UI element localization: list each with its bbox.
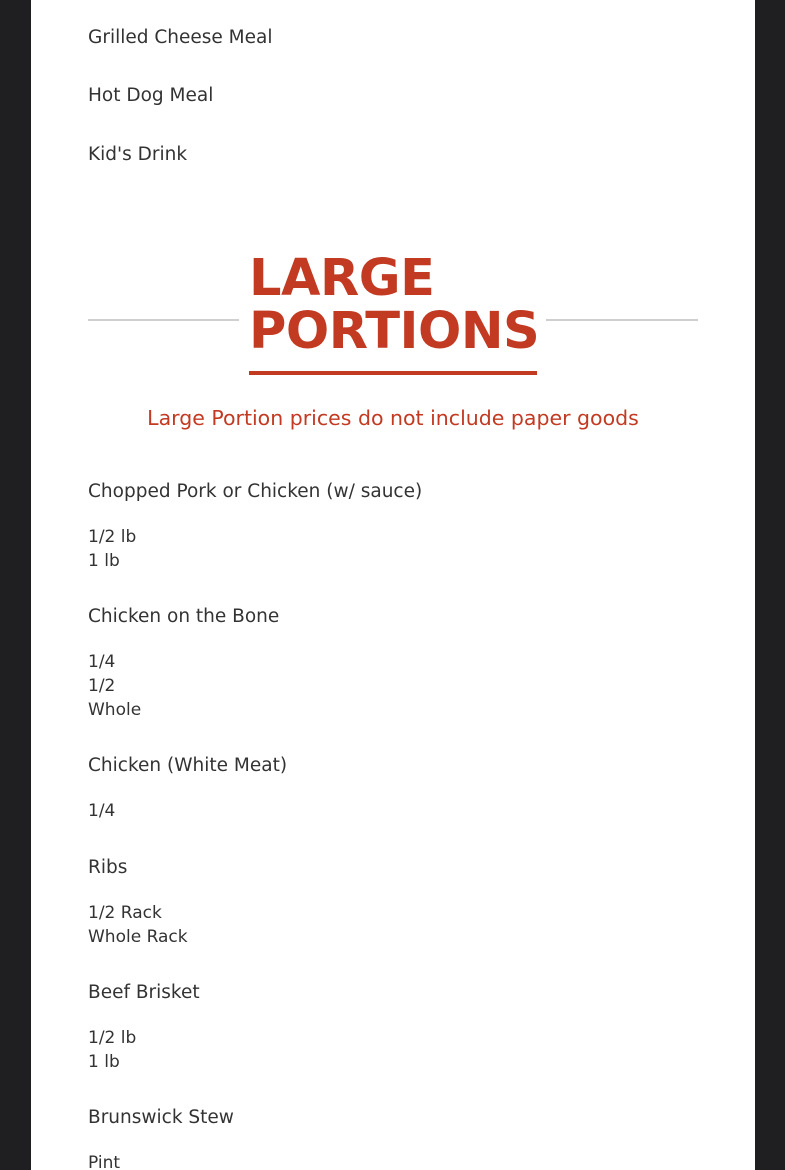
section-title-line2: PORTIONS <box>249 302 540 361</box>
option-whole: Whole <box>88 700 142 720</box>
item-heading-brunswick-stew: Brunswick Stew <box>88 1107 234 1128</box>
option-pint: Pint <box>88 1153 121 1170</box>
menu-page <box>31 0 755 1170</box>
item-heading-chicken-white-meat: Chicken (White Meat) <box>88 755 288 776</box>
section-title-line1: LARGE <box>249 249 435 308</box>
item-heading-beef-brisket: Beef Brisket <box>88 982 200 1003</box>
title-underline <box>249 371 537 375</box>
option-quarter: 1/4 <box>88 801 116 821</box>
item-heading-ribs: Ribs <box>88 857 128 878</box>
option-half-rack: 1/2 Rack <box>88 903 162 923</box>
option-half-lb: 1/2 lb <box>88 527 137 547</box>
option-whole-rack: Whole Rack <box>88 927 188 947</box>
menu-item-hot-dog-meal: Hot Dog Meal <box>88 85 214 106</box>
section-title <box>249 249 540 361</box>
menu-item-kids-drink: Kid's Drink <box>88 144 188 165</box>
option-half: 1/2 <box>88 676 116 696</box>
item-heading-chicken-on-bone: Chicken on the Bone <box>88 606 280 627</box>
option-one-lb: 1 lb <box>88 551 120 571</box>
divider-left <box>88 319 239 321</box>
paper-goods-note: Large Portion prices do not include paper goods <box>147 406 639 430</box>
option-one-lb: 1 lb <box>88 1052 120 1072</box>
large-portions-header <box>88 250 698 380</box>
item-heading-chopped-pork-chicken: Chopped Pork or Chicken (w/ sauce) <box>88 481 423 502</box>
option-quarter: 1/4 <box>88 652 116 672</box>
menu-item-grilled-cheese-meal: Grilled Cheese Meal <box>88 27 273 48</box>
divider-right <box>546 319 698 321</box>
option-half-lb: 1/2 lb <box>88 1028 137 1048</box>
